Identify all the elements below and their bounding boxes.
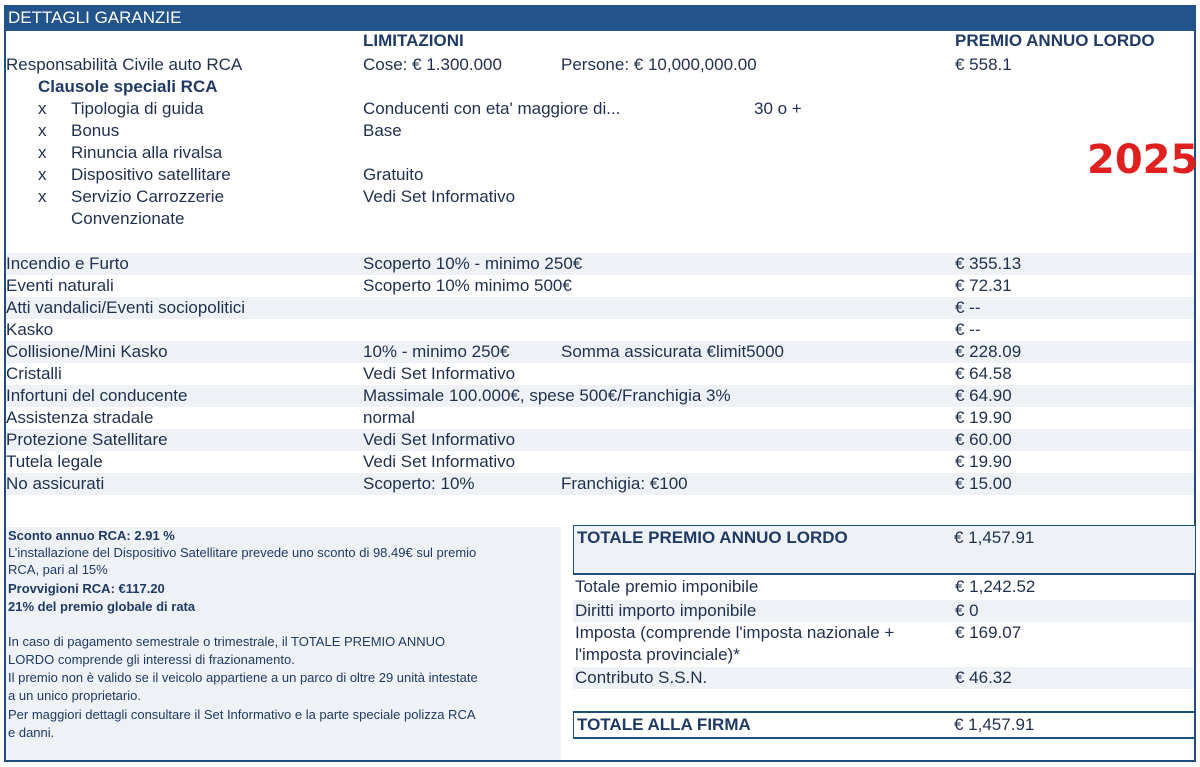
rca-row xyxy=(6,54,1194,76)
payment-note-1: In caso di pagamento semestrale o trimestrale, il TOTALE PREMIO ANNUO xyxy=(8,634,446,649)
year-label: 2025 xyxy=(1087,137,1199,183)
coverage-limit: normal xyxy=(363,408,415,427)
coverage-premium: € 64.90 xyxy=(955,386,1012,405)
clausola-row xyxy=(6,98,1194,120)
install-text-2: RCA, pari al 15% xyxy=(8,562,108,577)
totale-firma-label: TOTALE ALLA FIRMA xyxy=(577,715,751,734)
clausola-mark: x xyxy=(38,99,47,118)
coverage-row xyxy=(6,385,1194,407)
imponibile-value: € 1,242.52 xyxy=(955,577,1036,596)
coverage-row xyxy=(6,363,1194,385)
install-text-1: L’installazione del Dispositivo Satellitare prevede uno sconto di 98.49€ sul premio xyxy=(8,545,477,560)
coverage-row xyxy=(6,429,1194,451)
coverage-limit: Scoperto 10% minimo 500€ xyxy=(363,276,572,295)
column-header-limitazioni: LIMITAZIONI xyxy=(363,31,464,50)
details-note-1: Per maggiori dettagli consultare il Set Informativo e la parte speciale polizza RCA xyxy=(8,707,476,722)
coverage-premium: € 72.31 xyxy=(955,276,1012,295)
totale-premio-value: € 1,457.91 xyxy=(954,528,1035,547)
coverage-premium: € 19.90 xyxy=(955,408,1012,427)
rca-label: Responsabilità Civile auto RCA xyxy=(6,55,243,74)
imponibile-row xyxy=(573,576,1194,598)
totale-firma-box xyxy=(573,711,1196,739)
rca-limit-persone: Persone: € 10,000,000.00 xyxy=(561,55,757,74)
coverage-label: Eventi naturali xyxy=(6,276,114,295)
coverage-limit: Vedi Set Informativo xyxy=(363,452,516,471)
payment-note-2: LORDO comprende gli interessi di frazionamento. xyxy=(8,652,295,667)
diritti-value: € 0 xyxy=(955,601,979,620)
clausola-value: Gratuito xyxy=(363,165,424,184)
perc-text: 21% del premio globale di rata xyxy=(8,599,196,614)
coverage-limit: Massimale 100.000€, spese 500€/Franchigia 3% xyxy=(363,386,731,405)
clausola-row xyxy=(6,164,1194,186)
coverage-label: Tutela legale xyxy=(6,452,103,471)
coverage-premium: € 60.00 xyxy=(955,430,1012,449)
ssn-label: Contributo S.S.N. xyxy=(575,668,708,687)
validity-note-1: Il premio non è valido se il veicolo appartiene a un parco di oltre 29 unità intestate xyxy=(8,670,478,685)
coverage-label: Assistenza stradale xyxy=(6,408,154,427)
clausola-value: Conducenti con eta' maggiore di... xyxy=(363,99,621,118)
clausola-label: Servizio Carrozzerie xyxy=(71,187,225,206)
provvigioni-text: Provvigioni RCA: €117.20 xyxy=(8,581,165,596)
totale-firma-value: € 1,457.91 xyxy=(954,715,1035,734)
imposta-value: € 169.07 xyxy=(955,623,1022,642)
coverage-premium: € -- xyxy=(955,298,981,317)
diritti-row xyxy=(573,600,1194,622)
clausola-mark: x xyxy=(38,121,47,140)
coverage-label: No assicurati xyxy=(6,474,105,493)
clausola-row xyxy=(6,142,1194,164)
imposta-label-1: Imposta (comprende l'imposta nazionale + xyxy=(575,623,895,642)
rca-limit-cose: Cose: € 1.300.000 xyxy=(363,55,502,74)
clausola-value: Base xyxy=(363,121,402,140)
coverage-label: Atti vandalici/Eventi sociopolitici xyxy=(6,298,246,317)
coverage-premium: € -- xyxy=(955,320,981,339)
clausola-label: Tipologia di guida xyxy=(71,99,204,118)
coverage-limit: Vedi Set Informativo xyxy=(363,364,516,383)
coverage-premium: € 64.58 xyxy=(955,364,1012,383)
clausola-row xyxy=(6,120,1194,142)
rca-premium: € 558.1 xyxy=(955,55,1012,74)
clausola-mark: x xyxy=(38,165,47,184)
imponibile-label: Totale premio imponibile xyxy=(575,577,759,596)
clausola-label: Dispositivo satellitare xyxy=(71,165,231,184)
imposta-label-2: l'imposta provinciale)* xyxy=(575,645,740,664)
diritti-label: Diritti importo imponibile xyxy=(575,601,757,620)
sconto-text: Sconto annuo RCA: 2.91 % xyxy=(8,528,175,543)
coverage-limit-extra: Somma assicurata €limit5000 xyxy=(561,342,784,361)
clausola-value: Vedi Set Informativo xyxy=(363,187,516,206)
clausola-mark: x xyxy=(38,187,47,206)
coverage-row xyxy=(6,451,1194,473)
imposta-row xyxy=(573,622,1194,666)
ssn-row xyxy=(573,667,1194,689)
coverage-row xyxy=(6,341,1194,363)
coverage-label: Kasko xyxy=(6,320,54,339)
validity-note-2: a un unico proprietario. xyxy=(8,688,141,703)
totale-premio-label: TOTALE PREMIO ANNUO LORDO xyxy=(577,528,848,547)
coverage-row xyxy=(6,297,1194,319)
coverage-premium: € 19.90 xyxy=(955,452,1012,471)
coverage-label: Infortuni del conducente xyxy=(6,386,188,405)
clausola-extra: 30 o + xyxy=(754,99,802,118)
coverage-label: Cristalli xyxy=(6,364,62,383)
coverage-row xyxy=(6,407,1194,429)
column-header-premio: PREMIO ANNUO LORDO xyxy=(955,31,1155,50)
coverage-row xyxy=(6,319,1194,341)
coverage-limit: Scoperto: 10% xyxy=(363,474,475,493)
totale-premio-box xyxy=(573,525,1196,575)
coverage-premium: € 355.13 xyxy=(955,254,1022,273)
section-header xyxy=(4,5,1196,31)
coverage-premium: € 15.00 xyxy=(955,474,1012,493)
clausole-title: Clausole speciali RCA xyxy=(38,77,218,96)
clausola-mark: x xyxy=(38,143,47,162)
clausola-label-cont: Convenzionate xyxy=(71,209,185,228)
coverage-premium: € 228.09 xyxy=(955,342,1022,361)
coverage-row xyxy=(6,253,1194,275)
coverage-label: Collisione/Mini Kasko xyxy=(6,342,168,361)
clausola-label: Bonus xyxy=(71,121,120,140)
clausola-row-cont xyxy=(6,208,1194,230)
details-note-2: e danni. xyxy=(8,725,55,740)
coverage-limit: Vedi Set Informativo xyxy=(363,430,516,449)
notes-box xyxy=(6,527,561,760)
coverage-limit: 10% - minimo 250€ xyxy=(363,342,510,361)
coverage-label: Protezione Satellitare xyxy=(6,430,168,449)
coverage-label: Incendio e Furto xyxy=(6,254,129,273)
section-title: DETTAGLI GARANZIE xyxy=(8,8,182,27)
coverage-row xyxy=(6,473,1194,495)
coverage-limit: Scoperto 10% - minimo 250€ xyxy=(363,254,583,273)
clausola-label: Rinuncia alla rivalsa xyxy=(71,143,223,162)
ssn-value: € 46.32 xyxy=(955,668,1012,687)
coverage-limit-extra: Franchigia: €100 xyxy=(561,474,688,493)
coverage-row xyxy=(6,275,1194,297)
clausola-row xyxy=(6,186,1194,208)
